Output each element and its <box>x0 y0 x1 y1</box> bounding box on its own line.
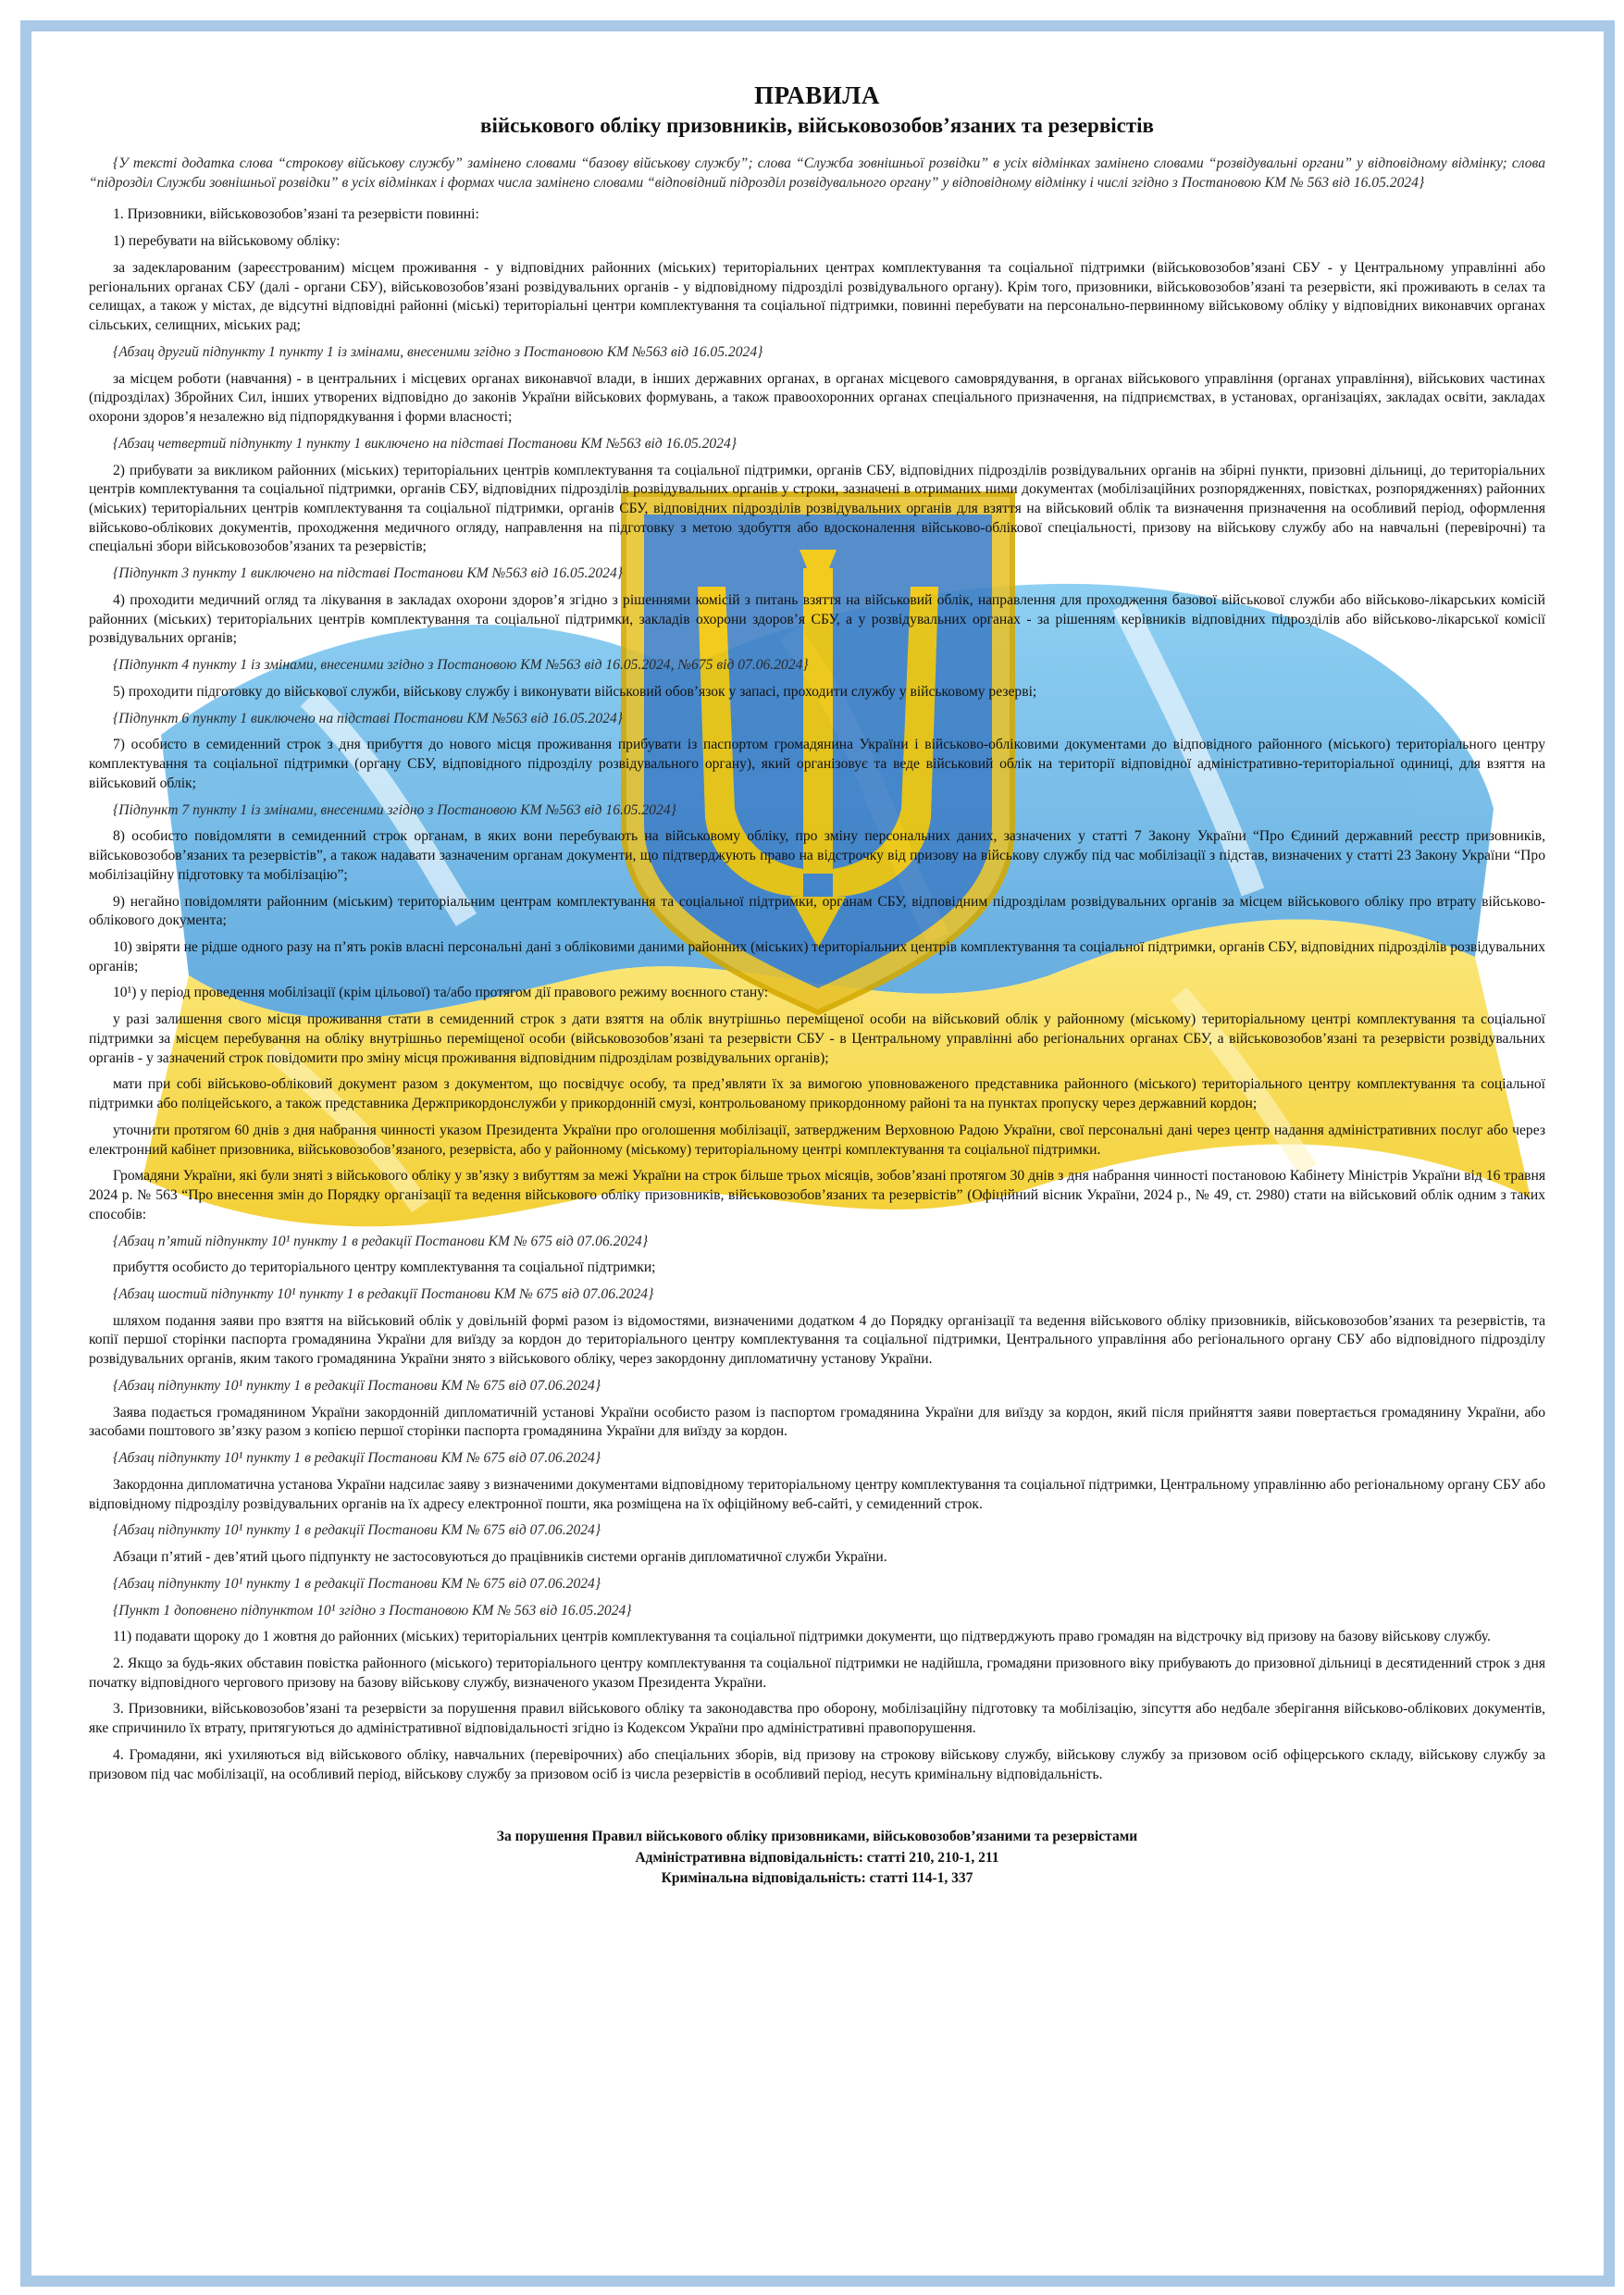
amendment-note: {Підпункт 3 пункту 1 виключено на підставі Постанови КМ №563 від 16.05.2024} <box>113 565 623 582</box>
paragraph: 11) подавати щороку до 1 жовтня до районних (міських) територіальних центрів комплектування та соціальної підтримки документи, що підтверджують право громадян на відстрочку від призову на базову військову службу. <box>113 1629 1491 1645</box>
paragraph: 3. Призовники, військовозобов’язані та резервісти за порушення правил військового обліку та законодавства про оборону, мобілізаційну підготовку та мобілізацію, зіпсуття або недбале зберігання військово-облікових документів, яке спричинило їх втрату, притягуються до адміністративної відповідальності згідно із Кодексом України про адміністративні правопорушення. <box>89 1701 1545 1737</box>
paragraph: Абзаци п’ятий - дев’ятий цього підпункту не застосовуються до працівників системи органів дипломатичної служби України. <box>113 1549 887 1566</box>
footer-line-1: За порушення Правил військового обліку призовниками, військовозобов’язаними та резервістами <box>496 1829 1138 1845</box>
document-subtitle: військового обліку призовників, військовозобов’язаних та резервістів <box>480 114 1154 137</box>
amendment-note: {Абзац шостий підпункту 10¹ пункту 1 в редакції Постанови КМ № 675 від 07.06.2024} <box>113 1285 654 1302</box>
responsibility-footer <box>89 1827 1545 1889</box>
intro-note: {У тексті додатка слова “строкову військову службу” замінено словами “базову військову службу”; слова “Служба зовнішньої розвідки” в усіх відмінках замінено словами “розвідувальні органи” у відповідному відмінку; слова “підрозділ Служби зовнішньої розвідки” в усіх відмінках і формах числа замінено словами “відповідний підрозділ розвідувального органу” у відповідному відмінку і числі згідно з Постановою КМ № 563 від 16.05.2024} <box>89 155 1545 191</box>
paragraph: 7) особисто в семиденний строк з дня прибуття до нового місця проживання прибувати із паспортом громадянина України і військово-обліковими документами до відповідного районного (міського) територіального центру комплектування та соціальної підтримки (органу СБУ, відповідного підрозділу розвідувального органу), який організовує та веде військовий облік на території відповідної адміністративно-територіальної одиниці, для взяття на військовий облік; <box>89 737 1545 791</box>
footer-line-2: Адміністративна відповідальність: статті 210, 210-1, 211 <box>635 1849 999 1866</box>
paragraph: 1. Призовники, військовозобов’язані та резервісти повинні: <box>113 206 479 223</box>
amendment-note: {Абзац п’ятий підпункту 10¹ пункту 1 в редакції Постанови КМ № 675 від 07.06.2024} <box>113 1233 649 1249</box>
paragraph: за задекларованим (зареєстрованим) місцем проживання - у відповідних районних (міських) територіальних центрах комплектування та соціальної підтримки (військовозобов’язані СБУ - у Центральному управлінні або регіональних органах СБУ (далі - органи СБУ), військовозобов’язані розвідувальних органів - у відповідному підрозділі розвідувального органу). Крім того, призовники, військовозобов’язані та резервісти, які проживають в селах та селищах, а також у містах, де відсутні відповідні районні (міські) територіальні центри комплектування та соціальної підтримки, повинні перебувати на персонально-первинному військовому обліку у відповідних виконавчих органах сільських, селищних, міських рад; <box>89 259 1545 334</box>
amendment-note: {Абзац підпункту 10¹ пункту 1 в редакції Постанови КМ № 675 від 07.06.2024} <box>113 1377 601 1394</box>
paragraph: 5) проходити підготовку до військової служби, військову службу і виконувати військовий обов’язок у запасі, проходити службу у військовому резерві; <box>113 683 1037 700</box>
paragraph: прибуття особисто до територіального центру комплектування та соціальної підтримки; <box>113 1259 656 1276</box>
paragraph: у разі залишення свого місця проживання стати в семиденний строк з дати взяття на облік внутрішньо переміщеної особи на військовий облік у районному (міському) територіальному центрі комплектування та соціальної підтримки за місцем перебування на обліку внутрішньо переміщеної особи (військовозобов’язані та резервісти СБУ - в Центральному управлінні або регіональних органах СБУ, а військовозобов’язані та резервісти розвідувальних органів - у зазначений строк повідомити про зміну місця проживання відповідним підрозділам розвідувальних органів); <box>89 1011 1545 1066</box>
paragraph-list <box>89 205 1545 1784</box>
paragraph: Закордонна дипломатична установа України надсилає заяву з визначеними документами відповідному територіальному центру комплектування та соціальної підтримки, Центральному управлінню або регіональному органу СБУ або відповідному підрозділу розвідувальних органів на їх адресу електронної пошти, яка розміщена на їх офіційному веб-сайті, у семиденний строк. <box>89 1476 1545 1512</box>
page-frame <box>20 20 1615 2287</box>
paragraph: 10) звіряти не рідше одного разу на п’ять років власні персональні дані з обліковими даними районних (міських) територіальних центрів комплектування та соціальної підтримки, органів СБУ, відповідних підрозділів розвідувальних органів; <box>89 938 1545 974</box>
paragraph: шляхом подання заяви про взяття на військовий облік у довільній формі разом із відомостями, визначеними додатком 4 до Порядку організації та ведення військового обліку призовників, військовозобов’язаних та резервістів, та копії першої сторінки паспорта громадянина України для виїзду за кордон до територіального центру комплектування та соціальної підтримки, Центрального управління або регіонального органу СБУ або відповідного підрозділу розвідувальних органів, яким такого громадянина України знято з військового обліку, через закордонну дипломатичну установу України. <box>89 1312 1545 1368</box>
amendment-note: {Пункт 1 доповнено підпунктом 10¹ згідно з Постановою КМ № 563 від 16.05.2024} <box>113 1602 632 1619</box>
paragraph: 8) особисто повідомляти в семиденний строк органам, в яких вони перебувають на військовому обліку, про зміну персональних даних, зазначених у статті 7 Закону України “Про Єдиний державний реєстр призовників, військовозобов’язаних та резервістів”, а також надавати зазначеним органам документи, що підтверджують право на відстрочку від призову на військову службу під час мобілізації з підстав, визначених у статті 23 Закону України “Про мобілізаційну підготовку та мобілізацію”; <box>89 828 1545 883</box>
footer-line-3: Кримінальна відповідальність: статті 114-1, 337 <box>661 1870 973 1887</box>
paragraph: за місцем роботи (навчання) - в центральних і місцевих органах виконавчої влади, в інших державних органах, в органах місцевого самоврядування, в органах військового управління (органах управління), військових частинах (підрозділах) Збройних Сил, інших утворених відповідно до законів України військових формувань, а також правоохоронних органах спеціального призначення, на підприємствах, в установах, організаціях, закладах освіти, закладах охорони здоров’я незалежно від підпорядкування і форми власності; <box>89 370 1545 426</box>
paragraph: Заява подається громадянином України закордонній дипломатичній установі України особисто разом із паспортом громадянина України для виїзду за кордон, який після прийняття заяви повертається громадянину України, або засобами поштового зв’язку разом з копією першої сторінки паспорта громадянина України для виїзду за кордон. <box>89 1404 1545 1440</box>
paragraph: 2) прибувати за викликом районних (міських) територіальних центрів комплектування та соціальної підтримки, органів СБУ, відповідних підрозділів розвідувальних органів на збірні пункти, призовні дільниці, до територіальних центрів комплектування та соціальної підтримки, органів СБУ, відповідних підрозділів розвідувальних органів у строки, зазначені в отриманих ними документах (мобілізаційних розпорядженнях, повістках, розпорядженнях) районних (міських) територіальних центрів комплектування та соціальної підтримки, органів СБУ, відповідних підрозділів розвідувальних органів для взяття на військовий облік та визначення призначення на особливий період, оформлення військово-облікових документів, проходження медичного огляду, направлення на підготовку з метою здобуття або вдосконалення військово-облікової спеціальності, призову на військову службу або на навчальні (перевірочні) та спеціальні збори військовозобов’язаних та резервістів; <box>89 462 1545 555</box>
document-body <box>89 63 1545 1890</box>
paragraph: 1) перебувати на військовому обліку: <box>113 233 341 250</box>
amendment-note: {Абзац підпункту 10¹ пункту 1 в редакції Постанови КМ № 675 від 07.06.2024} <box>113 1575 601 1592</box>
amendment-note: {Абзац підпункту 10¹ пункту 1 в редакції Постанови КМ № 675 від 07.06.2024} <box>113 1522 601 1539</box>
amendment-note: {Абзац четвертий підпункту 1 пункту 1 виключено на підставі Постанови КМ №563 від 16.05.2024} <box>113 435 737 452</box>
paragraph: Громадяни України, які були зняті з військового обліку у зв’язку з вибуттям за межі України на строк більше трьох місяців, зобов’язані протягом 30 днів з дня набрання чинності постановою Кабінету Міністрів України від 16 травня 2024 р. № 563 “Про внесення змін до Порядку організації та ведення військового обліку призовників, військовозобов’язаних та резервістів” (Офіційний вісник України, 2024 р., № 49, ст. 2980) стати на військовий облік одним з таких способів: <box>89 1168 1545 1222</box>
paragraph: 9) негайно повідомляти районним (міським) територіальним центрам комплектування та соціальної підтримки, органам СБУ, відповідним підрозділам розвідувальних органів за місцем військового обліку про втрату військово-облікового документа; <box>89 893 1545 929</box>
paragraph: мати при собі військово-обліковий документ разом з документом, що посвідчує особу, та пред’являти їх за вимогою уповноваженого представника районного (міського) територіального центру комплектування та соціальної підтримки або поліцейського, а також представника Держприкордонслужби у прикордонній смузі, контрольованому прикордонному районі та на пунктах пропуску через державний кордон; <box>89 1076 1545 1112</box>
amendment-note: {Абзац підпункту 10¹ пункту 1 в редакції Постанови КМ № 675 від 07.06.2024} <box>113 1450 601 1467</box>
paragraph: 4. Громадяни, які ухиляються від військового обліку, навчальних (перевірочних) або спеціальних зборів, від призову на строкову військову службу, військову службу за призовом осіб офіцерського складу, військову службу за призовом під час мобілізації, на особливий період, військову службу за призовом осіб із числа резервістів в особливий період, несуть кримінальну відповідальність. <box>89 1746 1545 1782</box>
paragraph: 10¹) у період проведення мобілізації (крім цільової) та/або протягом дії правового режиму воєнного стану: <box>113 985 769 1001</box>
amendment-note: {Підпункт 4 пункту 1 із змінами, внесеними згідно з Постановою КМ №563 від 16.05.2024, №675 від 07.06.2024} <box>113 657 809 674</box>
amendment-note: {Підпункт 6 пункту 1 виключено на підставі Постанови КМ №563 від 16.05.2024} <box>113 710 623 726</box>
document-title: ПРАВИЛА <box>754 81 880 109</box>
paragraph: 2. Якщо за будь-яких обставин повістка районного (міського) територіального центру комплектування та соціальної підтримки не надійшла, громадяни призовного віку прибувають до призовної дільниці в десятиденний строк з дня початку відповідного чергового призову на базову військову службу, визначеного указом Президента України. <box>89 1656 1545 1691</box>
paragraph: уточнити протягом 60 днів з дня набрання чинності указом Президента України про оголошення мобілізації, затвердженим Верховною Радою України, свої персональні дані через центр надання адміністративних послуг або через електронний кабінет призовника, військовозобов’язаного, резервіста, або у районному (міському) територіальному центрі комплектування та соціальної підтримки. <box>89 1122 1545 1158</box>
amendment-note: {Підпункт 7 пункту 1 із змінами, внесеними згідно з Постановою КМ №563 від 16.05.2024} <box>113 801 676 818</box>
paragraph: 4) проходити медичний огляд та лікування в закладах охорони здоров’я згідно з рішеннями комісій з питань взяття на військовий облік, направлення для проходження базової військової служби або військово-лікарських комісій районних (міських) територіальних центрів комплектування та соціальної підтримки, закладів охорони здоров’я СБУ, а у розвідувальних органах - за рішенням керівників відповідних підрозділів або військово-лікарської комісії розвідувальних органів; <box>89 591 1545 647</box>
amendment-note: {Абзац другий підпункту 1 пункту 1 із змінами, внесеними згідно з Постановою КМ №563 від 16.05.2024} <box>113 343 763 360</box>
